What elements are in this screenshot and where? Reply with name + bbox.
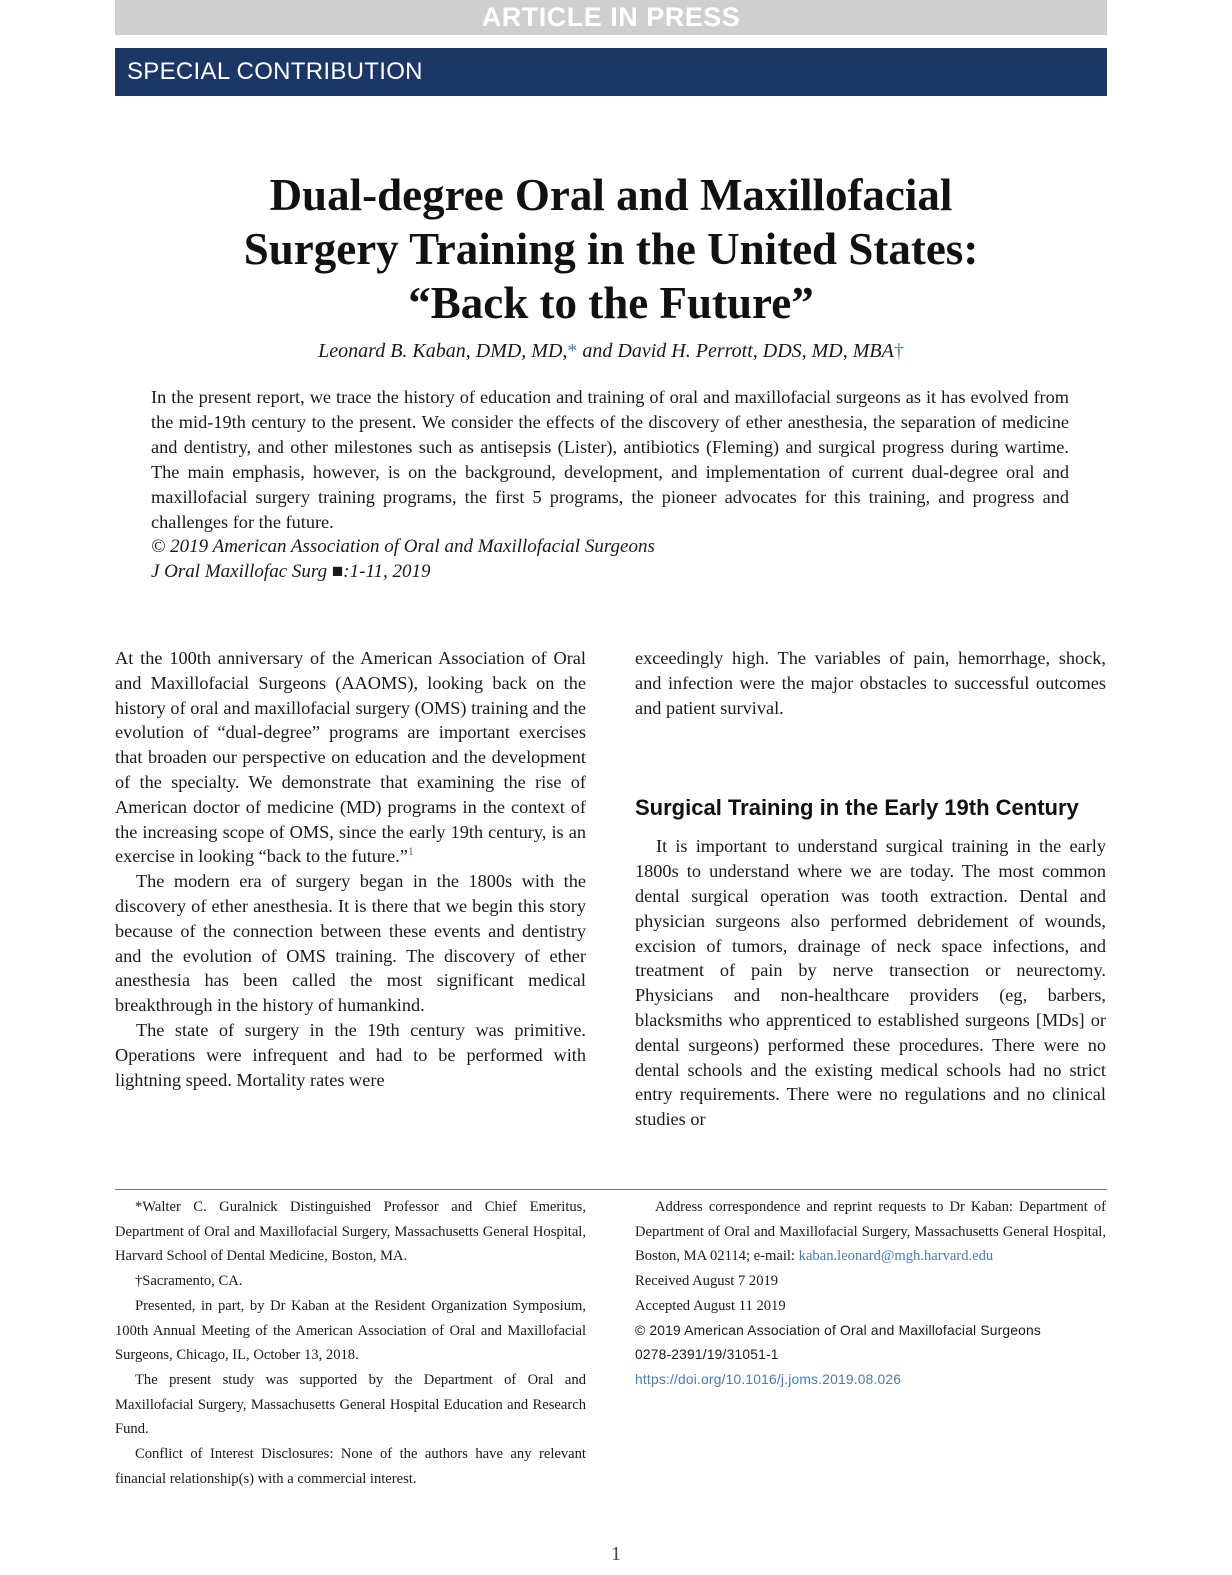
footnote: *Walter C. Guralnick Distinguished Professor and Chief Emeritus, Department of Oral and Maxillofacial Surgery, Massachusetts General Hospital, Harvard School of Dental Medicine, Boston, MA.: [115, 1199, 586, 1265]
page-number: 1: [611, 1543, 621, 1565]
reference-link[interactable]: 1: [407, 844, 414, 859]
footnote: Conflict of Interest Disclosures: None of the authors have any relevant financial relationship(s) with a commercial interest.: [115, 1446, 586, 1487]
received-date: Received August 7 2019: [635, 1273, 779, 1290]
author-kaban: Leonard B. Kaban, DMD, MD,: [318, 340, 568, 362]
article-in-press-banner: ARTICLE IN PRESS: [115, 0, 1107, 35]
footnotes-right: [635, 1195, 1106, 1393]
email-link[interactable]: kaban.leonard@mgh.harvard.edu: [798, 1248, 994, 1265]
title-line-2: Surgery Training in the United States:: [243, 224, 979, 274]
footnote: †Sacramento, CA.: [135, 1273, 243, 1290]
abstract: [151, 385, 1069, 584]
issn: 0278-2391/19/31051-1: [635, 1347, 779, 1363]
affiliation-mark-2[interactable]: †: [893, 340, 904, 362]
body-paragraph: At the 100th anniversary of the American Association of Oral and Maxillofacial Surgeons (AAOMS), looking back on the history of oral and maxillofacial surgery (OMS) training and the evolution of “dual-degree” programs are important exercises that broaden our perspective on education and the development of the specialty. We demonstrate that examining the rise of American doctor of medicine (MD) programs in the context of the increasing scope of OMS, since the early 19th century, is an exercise in looking “back to the future.”$^1$: [115, 648, 586, 867]
accepted-date: Accepted August 11 2019: [635, 1297, 786, 1314]
body-column-right: [635, 646, 1106, 1132]
section-label: SPECIAL CONTRIBUTION: [115, 48, 1107, 96]
body-paragraph: It is important to understand surgical training in the early 1800s to understand where we are today. The most common dental surgical operation was tooth extraction. Dental and physician surgeons also performed debridement of wounds, excision of tumors, drainage of neck space infections, and treatment of pain by nerve transection or neurectomy. Physicians and non-healthcare providers (eg, barbers, blacksmiths who apprenticed to established surgeons [MDs] or dental surgeons) performed these procedures. There were no dental schools and the existing medical schools had no strict entry requirements. There were no regulations and no clinical studies or: [635, 836, 1106, 1130]
abstract-copyright: © 2019 American Association of Oral and Maxillofacial Surgeons: [151, 536, 655, 558]
correspondence-address: Address correspondence and reprint requests to Dr Kaban: Department of Department of Oral and Maxillofacial Surgery, Massachusetts General Hospital, Boston, MA 02114; e-mail: kaban.leonard@mgh.harvard.edu: [635, 1199, 1106, 1265]
doi-link[interactable]: https://doi.org/10.1016/j.joms.2019.08.026: [635, 1371, 902, 1387]
author-perrott: and David H. Perrott, DDS, MD, MBA: [582, 340, 894, 362]
body-paragraph: exceedingly high. The variables of pain, hemorrhage, shock, and infection were the major obstacles to successful outcomes and patient survival.: [635, 648, 1106, 718]
footnote-copyright: © 2019 American Association of Oral and Maxillofacial Surgeons: [635, 1322, 1042, 1338]
affiliation-mark-1[interactable]: *: [567, 340, 578, 362]
body-paragraph: The state of surgery in the 19th century was primitive. Operations were infrequent and had to be performed with lightning speed. Mortality rates were: [115, 1019, 586, 1090]
footnote-divider: [115, 1189, 1107, 1190]
body-paragraph: The modern era of surgery began in the 1800s with the discovery of ether anesthesia. It is there that we begin this story because of the connection between these events and dentistry and the evolution of OMS training. The discovery of ether anesthesia has been called the most significant medical breakthrough in the history of humankind.: [115, 871, 586, 1016]
footnote: Presented, in part, by Dr Kaban at the Resident Organization Symposium, 100th Annual Meeting of the American Association of Oral and Maxillofacial Surgeons, Chicago, IL, October 13, 2018.: [115, 1297, 586, 1364]
title-line-1: Dual-degree Oral and Maxillofacial: [269, 170, 953, 220]
body-column-left: [115, 646, 586, 1092]
footnotes-left: [115, 1195, 586, 1491]
footnote: The present study was supported by the Department of Oral and Maxillofacial Surgery, Massachusetts General Hospital Education and Research Fund.: [115, 1371, 586, 1438]
section-heading: Surgical Training in the Early 19th Century: [635, 795, 1079, 821]
journal-citation: J Oral Maxillofac Surg ■:1-11, 2019: [151, 561, 431, 583]
title-line-3: “Back to the Future”: [408, 278, 814, 328]
abstract-text: In the present report, we trace the history of education and training of oral and maxillofacial surgeons as it has evolved from the mid-19th century to the present. We consider the effects of the discovery of ether anesthesia, the separation of medicine and dentistry, and other milestones such as antisepsis (Lister), antibiotics (Fleming) and surgical progress during wartime. The main emphasis, however, is on the background, development, and implementation of current dual-degree oral and maxillofacial surgery training programs, the first 5 programs, the pioneer advocates for this training, and progress and challenges for the future.: [151, 387, 1069, 532]
author-list: [115, 337, 1107, 365]
article-title: [115, 168, 1107, 330]
